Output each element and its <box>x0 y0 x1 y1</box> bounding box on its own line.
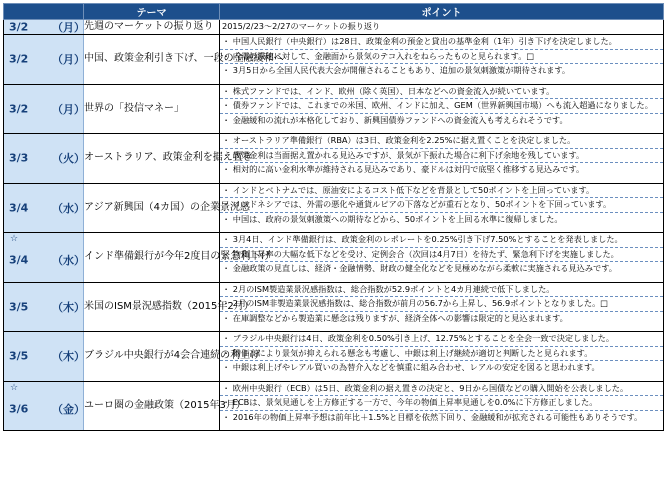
point-line: ・ 2月のISM非製造業景況感指数は、総合指数が前月の56.7から上昇し、56.9ポイントとなりました。□ <box>220 297 663 312</box>
point-line: ・ 相対的に高い金利水準が維持される見込みであり、豪ドルは対円で底堅く推移する見込みです。 <box>222 164 585 174</box>
market-report-table <box>3 3 664 431</box>
date-text: 3/4 <box>9 201 29 215</box>
point-line: ・ 3月5日から全国人民代表大会が開催されることもあり、追加の景気刺激策が期待されます。 <box>222 65 571 75</box>
date-cell <box>4 20 84 35</box>
point-cell <box>220 20 664 35</box>
table-row <box>4 134 664 184</box>
point-line: ・ 債券ファンドでは、これまでの米国、欧州、インドに加え、GEM（世界新興国市場）へも流入超過になりました。 <box>220 99 663 114</box>
table-row <box>4 84 664 134</box>
point-cell <box>220 84 664 134</box>
date-text: 3/2 <box>9 102 29 116</box>
point-line: ・ 金融緩和の流れが本格化しており、新興国債券ファンドへの資金流入も考えられそうです。 <box>222 114 568 125</box>
date-cell <box>4 84 84 134</box>
point-line: ・ 中国は、政府の景気刺激策への期待などから、50ポイントを上回る水準に復帰しました。 <box>222 213 563 224</box>
table-row <box>4 282 664 332</box>
point-line: ・ オーストラリア準備銀行（RBA）は3日、政策金利を2.25%に据え置くことを決定しました。 <box>220 134 663 149</box>
point-cell <box>220 332 664 382</box>
weekday-text: （月） <box>52 53 85 67</box>
date-text: 3/2 <box>9 52 29 66</box>
table-row <box>4 35 664 85</box>
header-date <box>4 4 84 20</box>
theme-cell: 米国のISM景況感指数（2015年2月） <box>84 282 220 332</box>
point-cell <box>220 282 664 332</box>
weekday-text: （木） <box>52 350 85 364</box>
table-row <box>4 332 664 382</box>
point-line: ・ 3月4日、インド準備銀行は、政策金利のレポレートを0.25%引き下げ7.50%とすることを発表しました。 <box>220 233 663 248</box>
date-cell <box>4 233 84 283</box>
point-cell <box>220 233 664 283</box>
point-line: ・ 2016年の物価上昇率予想は前年比＋1.5%と目標を依然下回り、金融緩和が拡充される可能性もありそうです。 <box>222 411 643 422</box>
theme-cell: ユーロ圏の金融政策（2015年3月） <box>84 381 220 431</box>
weekday-text: （月） <box>52 21 85 34</box>
point-line: ・ インドとベトナムでは、原油安によるコスト低下などを背景として50ポイントを上回っています。 <box>220 184 663 199</box>
weekday-text: （水） <box>52 254 85 268</box>
date-cell <box>4 35 84 85</box>
table-row <box>4 233 664 283</box>
point-line: ・ ブラジル中央銀行は4日、政策金利を0.50%引き上げ、12.75%とすることを全会一致で決定しました。 <box>220 332 663 347</box>
theme-cell: インド準備銀行が今年2度目の緊急利下げ <box>84 233 220 283</box>
theme-cell: アジア新興国（4カ国）の企業景況感 <box>84 183 220 233</box>
table-row <box>4 381 664 431</box>
point-line: ・ ECBは、景気見通しを上方修正する一方で、今年の物価上昇率見通しを0.0%に下方修正しました。 <box>220 396 663 411</box>
point-line: 2015/2/23～2/27のマーケットの振り返り <box>222 21 381 31</box>
date-text: 3/5 <box>9 300 29 314</box>
theme-cell: オーストラリア、政策金利を据え置き <box>84 134 220 184</box>
star-icon: ☆ <box>10 234 19 244</box>
header-theme: テーマ <box>84 4 220 20</box>
weekday-text: （水） <box>52 201 85 215</box>
point-cell <box>220 183 664 233</box>
theme-cell: 中国、政策金利引き下げ、一段の金融緩和へ <box>84 35 220 85</box>
point-line: ・ 政策金利は当面据え置かれる見込みですが、景気が下振れた場合に利下げ余地を残しています。 <box>220 149 663 164</box>
date-cell <box>4 134 84 184</box>
point-cell <box>220 381 664 431</box>
weekday-text: （金） <box>52 402 85 416</box>
point-cell <box>220 134 664 184</box>
point-line: ・ 金融政策の見直しは、経済・金融情勢、財政の健全化などを見極めながら柔軟に実施される見込みです。 <box>222 263 617 273</box>
date-cell <box>4 282 84 332</box>
header-point: ポイント <box>220 4 664 20</box>
star-icon: ☆ <box>10 382 19 393</box>
weekday-text: （火） <box>52 152 85 166</box>
date-text: 3/3 <box>9 151 29 165</box>
point-line: ・ 内需の減速に対して、金融面から景気のテコ入れをねらったものと見られます。□ <box>220 50 663 65</box>
theme-cell: 先週のマーケットの振り返り <box>84 20 220 35</box>
date-text: 3/6 <box>9 402 29 416</box>
point-line: ・ 中銀は利上げやレアル買いの為替介入などを慎重に組み合わせ、レアルの安定を図ると思われます。 <box>222 362 600 372</box>
point-line: ・ 2月のISM製造業景況感指数は、総合指数が52.9ポイントと4カ月連続で低下しました。 <box>220 283 663 298</box>
date-text: 3/2 <box>9 20 29 34</box>
point-cell <box>220 35 664 85</box>
header-row <box>4 4 664 20</box>
point-line: ・ インドネシアでは、外需の悪化や通貨ルピアの下落などが重石となり、50ポイントを下回っています。 <box>220 198 663 213</box>
theme-cell: 世界の「投信マネー」 <box>84 84 220 134</box>
date-text: 3/4 <box>9 253 29 267</box>
weekday-text: （月） <box>52 102 85 116</box>
date-cell <box>4 332 84 382</box>
point-line: ・ 欧州中央銀行（ECB）は5日、政策金利の据え置きの決定と、9日から国債などの購入開始を公表しました。 <box>220 382 663 397</box>
point-line: ・ 物価高により景気が抑えられる懸念も考慮し、中銀は利上げ継続が適切と判断したと見られます。 <box>220 347 663 362</box>
date-cell <box>4 183 84 233</box>
report-sheet <box>3 3 663 431</box>
point-line: ・ 株式ファンドでは、インド、欧州（除く英国）、日本などへの資金流入が続いています。 <box>220 85 663 100</box>
date-text: 3/5 <box>9 349 29 363</box>
table-body <box>4 20 664 431</box>
date-cell <box>4 381 84 431</box>
theme-cell: ブラジル中央銀行が4会合連続の利上げ <box>84 332 220 382</box>
point-line: ・ 中国人民銀行（中央銀行）は28日、政策金利の預金と貸出の基準金利（1年）引き下げを決定しました。 <box>220 35 663 50</box>
table-row <box>4 20 664 35</box>
point-line: ・ 物価上昇率の大幅な低下などを受け、定例会合（次回は4月7日）を待たず、緊急利下げを実施しました。 <box>220 248 663 263</box>
weekday-text: （木） <box>52 300 85 314</box>
point-line: ・ 在庫調整などから製造業に懸念は残りますが、経済全体への影響は限定的と見込まれます。 <box>222 312 568 323</box>
table-row <box>4 183 664 233</box>
